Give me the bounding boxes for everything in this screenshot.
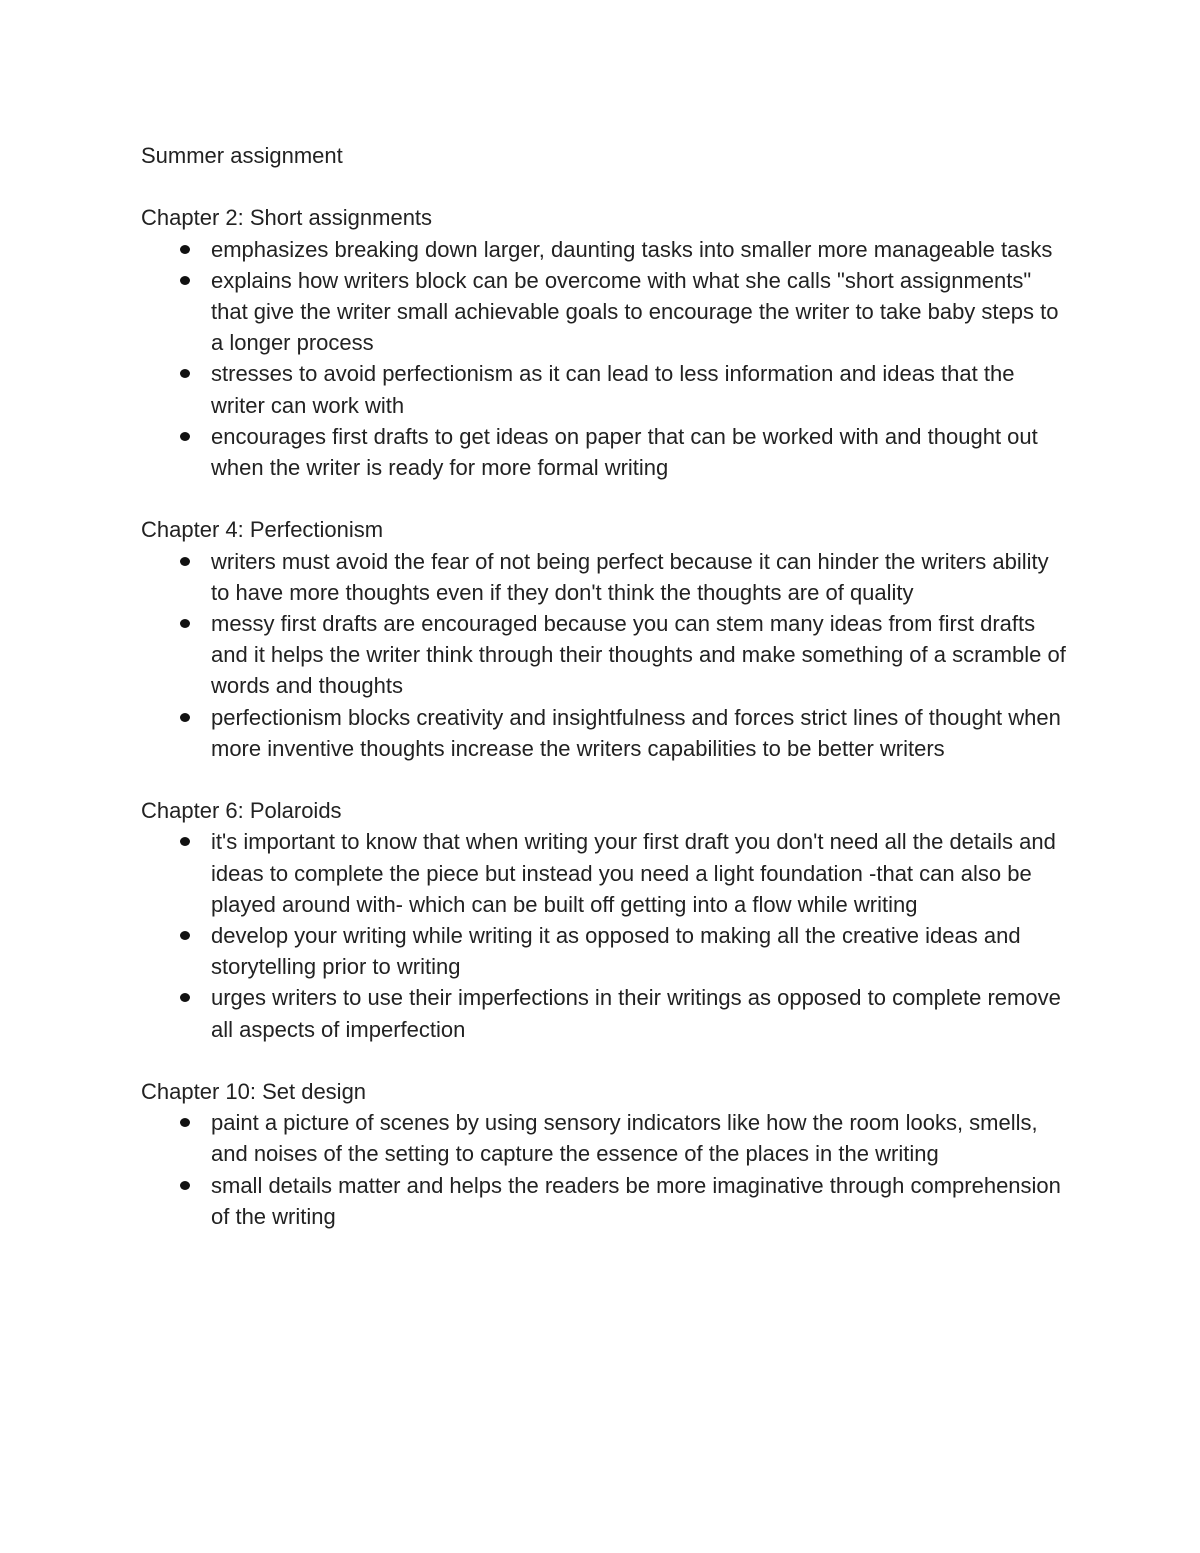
list-item [141, 358, 1066, 420]
list-item-text: stresses to avoid perfectionism as it can lead to less information and ideas that the writer can work with [211, 361, 1015, 418]
bullet-icon [180, 432, 190, 441]
section-heading: Chapter 10: Set design [141, 1079, 367, 1105]
bullet-icon [180, 837, 190, 846]
list-item [141, 265, 1066, 359]
section-chapter-10 [141, 1076, 1066, 1232]
bullet-icon [180, 931, 190, 940]
bullet-icon [180, 245, 190, 254]
bullet-list [141, 1107, 1066, 1232]
list-item-text: small details matter and helps the readers be more imaginative through comprehension of the writing [211, 1172, 1061, 1229]
section-heading: Chapter 2: Short assignments [141, 205, 433, 231]
list-item-text: emphasizes breaking down larger, daunting tasks into smaller more manageable tasks [211, 236, 1053, 262]
bullet-list [141, 826, 1066, 1044]
bullet-icon [180, 993, 190, 1002]
list-item [141, 920, 1066, 982]
list-item-text: explains how writers block can be overcome with what she calls "short assignments" that give the writer small achievable goals to encourage the writer to take baby steps to a longer process [211, 267, 1059, 356]
list-item [141, 608, 1066, 702]
bullet-icon [180, 557, 190, 566]
bullet-icon [180, 1181, 190, 1190]
list-item-text: urges writers to use their imperfections in their writings as opposed to complete remove all aspects of imperfection [211, 985, 1061, 1042]
list-item [141, 826, 1066, 920]
bullet-list [141, 234, 1066, 484]
list-item [141, 546, 1066, 608]
list-item-text: encourages first drafts to get ideas on paper that can be worked with and thought out when the writer is ready for more formal writing [211, 423, 1038, 481]
list-item [141, 1107, 1066, 1169]
list-item [141, 421, 1066, 483]
list-item-text: it's important to know that when writing your first draft you don't need all the details and ideas to complete the piece but instead you need a light foundation -that can also be played around with- which can be built off getting into a flow while writing [211, 829, 1056, 917]
list-item-text: paint a picture of scenes by using sensory indicators like how the room looks, smells, and noises of the setting to capture the essence of the places in the writing [211, 1110, 1038, 1167]
document-title: Summer assignment [141, 143, 343, 168]
bullet-icon [180, 369, 190, 378]
bullet-icon [180, 276, 190, 285]
bullet-icon [180, 713, 190, 722]
list-item-text: writers must avoid the fear of not being perfect because it can hinder the writers ability to have more thoughts even if they don't think the thoughts are of quality [211, 548, 1049, 605]
section-heading: Chapter 4: Perfectionism [141, 517, 384, 543]
section-heading: Chapter 6: Polaroids [141, 798, 342, 824]
section-chapter-4 [141, 514, 1066, 764]
bullet-icon [180, 619, 190, 628]
list-item-text: develop your writing while writing it as opposed to making all the creative ideas and storytelling prior to writing [211, 923, 1021, 980]
list-item-text: messy first drafts are encouraged because you can stem many ideas from first drafts and it helps the writer think through their thoughts and make something of a scramble of words and thoughts [211, 611, 1066, 699]
list-item [141, 982, 1066, 1044]
section-chapter-2 [141, 202, 1066, 483]
list-item [141, 1170, 1066, 1232]
list-item [141, 234, 1066, 265]
bullet-list [141, 546, 1066, 764]
list-item-text: perfectionism blocks creativity and insightfulness and forces strict lines of thought when more inventive thoughts increase the writers capabilities to be better writers [211, 704, 1061, 761]
document-page [141, 140, 1066, 1263]
bullet-icon [180, 1118, 190, 1127]
section-chapter-6 [141, 795, 1066, 1045]
list-item [141, 702, 1066, 764]
